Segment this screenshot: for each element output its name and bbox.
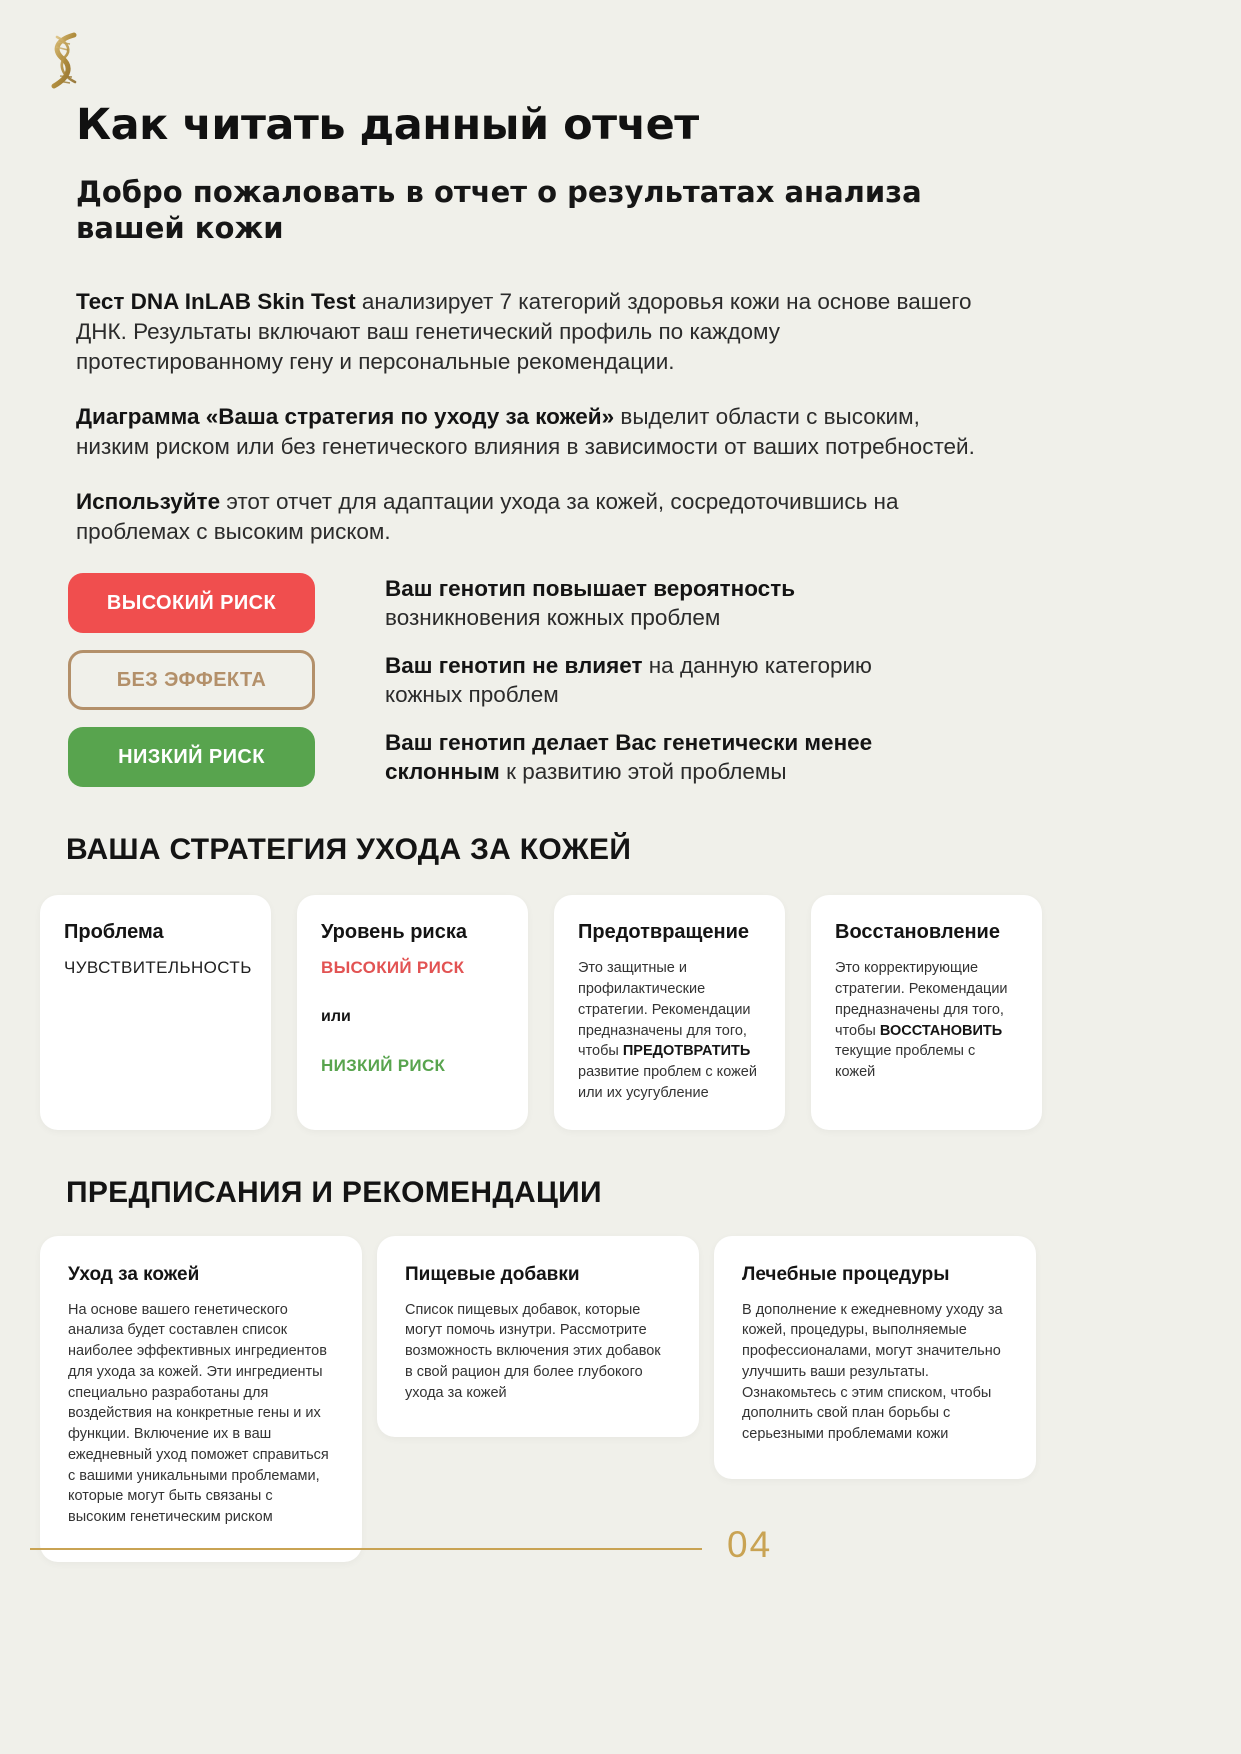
no-effect-badge: БЕЗ ЭФФЕКТА bbox=[68, 650, 315, 710]
card-title: Проблема bbox=[64, 921, 164, 944]
intro-paragraph: Используйте этот отчет для адаптации ухода за кожей, сосредоточившись на проблемах с высоким риском. bbox=[76, 489, 899, 545]
high-risk-description: Ваш генотип повышает вероятность возникновения кожных проблем bbox=[385, 576, 796, 631]
card-body: Список пищевых добавок, которые могут помочь изнутри. Рассмотрите возможность включения этих добавок в свой рацион для более глубокого ухода за кожей bbox=[405, 1301, 661, 1401]
strategy-card-restoration bbox=[811, 895, 1042, 1129]
strategy-cards bbox=[40, 895, 1241, 1129]
dna-helix-icon bbox=[44, 32, 86, 92]
page-title: Как читать данный отчет bbox=[76, 100, 699, 150]
card-title: Уход за кожей bbox=[68, 1263, 200, 1285]
legend-row-high-risk bbox=[68, 573, 1241, 633]
prescription-card-supplements bbox=[377, 1236, 699, 1438]
section-title-prescriptions: ПРЕДПИСАНИЯ И РЕКОМЕНДАЦИИ bbox=[66, 1175, 602, 1209]
card-body: На основе вашего генетического анализа будет составлен список наиболее эффективных ингредиентов для ухода за кожей. Эти ингредиенты специально разработаны для воздействия на конкретные гены и их функции. Включение их в ваш ежедневный уход поможет справиться с вашими уникальными проблемами, которые могут быть связаны с высоким генетическим риском bbox=[68, 1301, 329, 1525]
prescription-card-treatments bbox=[714, 1236, 1036, 1479]
low-risk-description: Ваш генотип делает Вас генетически менее склонным к развитию этой проблемы bbox=[385, 730, 873, 785]
legend-row-low-risk bbox=[68, 727, 1241, 787]
strategy-card-prevention bbox=[554, 895, 785, 1129]
card-title: Восстановление bbox=[835, 921, 1000, 944]
footer-divider-line bbox=[30, 1548, 702, 1550]
strategy-card-problem bbox=[40, 895, 271, 1129]
intro-paragraph: Диаграмма «Ваша стратегия по уходу за кожей» выделит области с высоким, низким риском или без генетического влияния в зависимости от ваших потребностей. bbox=[76, 403, 975, 460]
page-number: 04 bbox=[727, 1524, 773, 1565]
card-body: Это корректирующие стратегии. Рекомендации предназначены для того, чтобы ВОССТАНОВИТЬ текущие проблемы с кожей bbox=[835, 960, 1008, 1081]
risk-high-label: ВЫСОКИЙ РИСК bbox=[321, 958, 465, 978]
risk-low-label: НИЗКИЙ РИСК bbox=[321, 1056, 446, 1076]
card-title: Лечебные процедуры bbox=[742, 1263, 950, 1285]
prescription-card-skincare bbox=[40, 1236, 362, 1562]
legend-row-no-effect bbox=[68, 650, 1241, 710]
card-title: Пищевые добавки bbox=[405, 1263, 580, 1285]
card-body: ЧУВСТВИТЕЛЬНОСТЬ bbox=[64, 958, 252, 978]
section-title-strategy: ВАША СТРАТЕГИЯ УХОДА ЗА КОЖЕЙ bbox=[66, 833, 632, 867]
risk-legend bbox=[68, 573, 1241, 787]
card-title: Уровень риска bbox=[321, 921, 467, 944]
or-label: или bbox=[321, 1008, 351, 1026]
no-effect-description: Ваш генотип не влияет на данную категорию кожных проблем bbox=[385, 653, 872, 708]
card-title: Предотвращение bbox=[578, 921, 750, 944]
strategy-card-risk-level bbox=[297, 895, 528, 1129]
welcome-subtitle: Добро пожаловать в отчет о результатах анализа вашей кожи bbox=[76, 175, 922, 246]
high-risk-badge: ВЫСОКИЙ РИСК bbox=[68, 573, 315, 633]
intro-paragraphs bbox=[76, 287, 986, 548]
low-risk-badge: НИЗКИЙ РИСК bbox=[68, 727, 315, 787]
card-body: В дополнение к ежедневному уходу за кожей, процедуры, выполняемые профессионалами, могут значительно улучшить ваши результаты. Ознакомьтесь с этим списком, чтобы дополнить свой план борьбы с серьезными проблемами кожи bbox=[742, 1301, 1003, 1443]
intro-paragraph: Тест DNA InLAB Skin Test анализирует 7 категорий здоровья кожи на основе вашего ДНК. Результаты включают ваш генетический профиль по каждому протестированному гену и персональные рекомендации. bbox=[76, 288, 972, 374]
prescription-cards bbox=[40, 1236, 1241, 1562]
card-body: Это защитные и профилактические стратегии. Рекомендации предназначены для того, чтобы ПРЕДОТВРАТИТЬ развитие проблем с кожей или их усугубление bbox=[578, 960, 757, 1101]
